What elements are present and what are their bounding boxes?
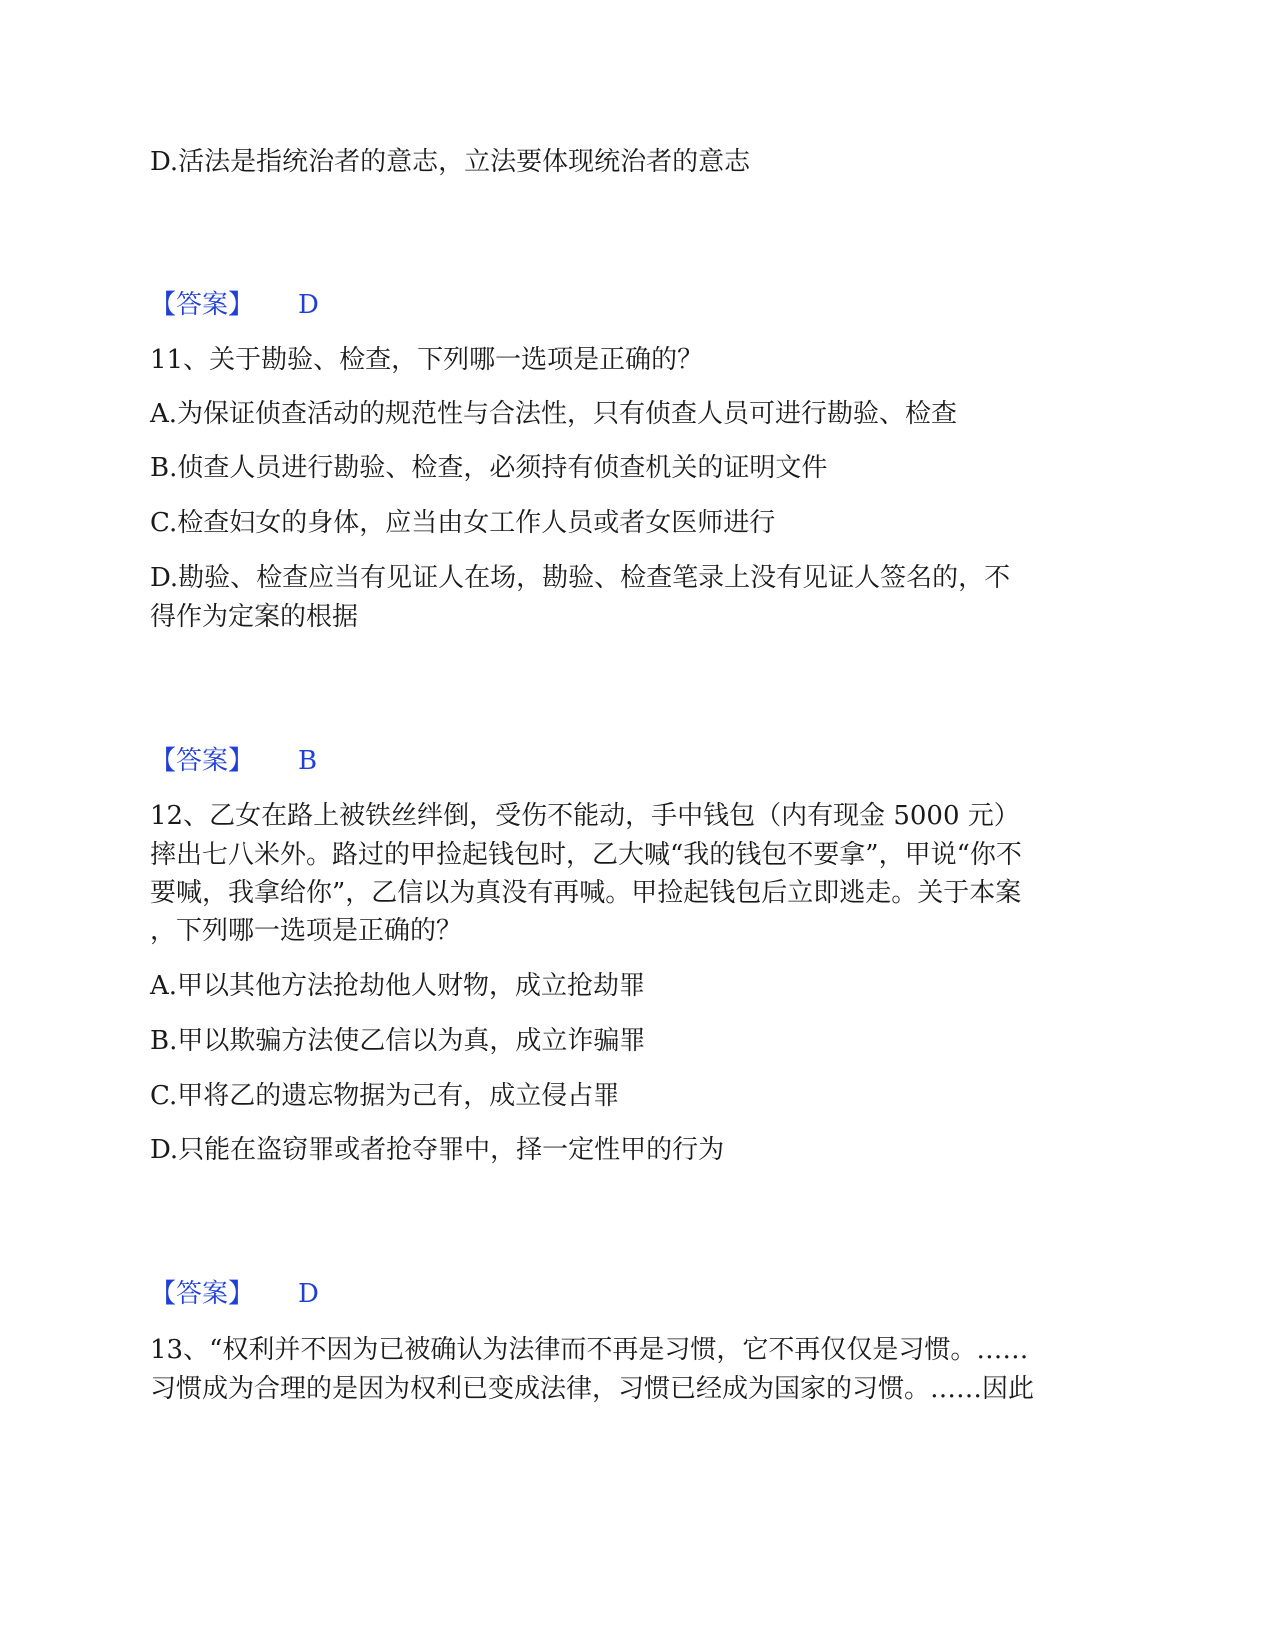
answer-q10 [150, 288, 319, 322]
q10-option-d: D.活法是指统治者的意志，立法要体现统治者的意志 [150, 147, 751, 177]
q12-option-b: B.甲以欺骗方法使乙信以为真，成立诈骗罪 [150, 1026, 646, 1056]
q12-stem-line4: ，下列哪一选项是正确的？ [150, 916, 463, 946]
q12-option-c: C.甲将乙的遗忘物据为己有，成立侵占罪 [150, 1081, 620, 1111]
answer-label: 【答案】 [150, 746, 255, 776]
answer-value: D [298, 290, 319, 320]
q11-option-d-line2: 得作为定案的根据 [150, 602, 359, 632]
q13-stem-line1: 13、“权利并不因为已被确认为法律而不再是习惯，它不再仅仅是习惯。…… [150, 1335, 1029, 1365]
q11-option-a: A.为保证侦查活动的规范性与合法性，只有侦查人员可进行勘验、检查 [150, 399, 958, 429]
q13-stem-line2: 习惯成为合理的是因为权利已变成法律，习惯已经成为国家的习惯。……因此 [150, 1374, 1035, 1404]
answer-value: B [298, 746, 318, 776]
answer-label: 【答案】 [150, 1279, 255, 1309]
q11-option-c: C.检查妇女的身体，应当由女工作人员或者女医师进行 [150, 508, 776, 538]
answer-q12 [150, 1277, 319, 1311]
answer-label: 【答案】 [150, 290, 255, 320]
q12-option-a: A.甲以其他方法抢劫他人财物，成立抢劫罪 [150, 971, 646, 1001]
q11-option-b: B.侦查人员进行勘验、检查，必须持有侦查机关的证明文件 [150, 453, 828, 483]
q12-stem-line3: 要喊，我拿给你”，乙信以为真没有再喊。甲捡起钱包后立即逃走。关于本案 [150, 878, 1022, 908]
q11-option-d-line1: D.勘验、检查应当有见证人在场，勘验、检查笔录上没有见证人签名的，不 [150, 563, 1011, 593]
q12-stem-line2: 摔出七八米外。路过的甲捡起钱包时，乙大喊“我的钱包不要拿”，甲说“你不 [150, 840, 1022, 870]
answer-value: D [298, 1279, 319, 1309]
q12-stem-line1: 12、乙女在路上被铁丝绊倒，受伤不能动，手中钱包（内有现金 5000 元） [150, 801, 1020, 831]
q12-option-d: D.只能在盗窃罪或者抢夺罪中，择一定性甲的行为 [150, 1135, 725, 1165]
answer-q11 [150, 744, 317, 778]
q11-stem: 11、关于勘验、检查，下列哪一选项是正确的？ [150, 345, 704, 375]
